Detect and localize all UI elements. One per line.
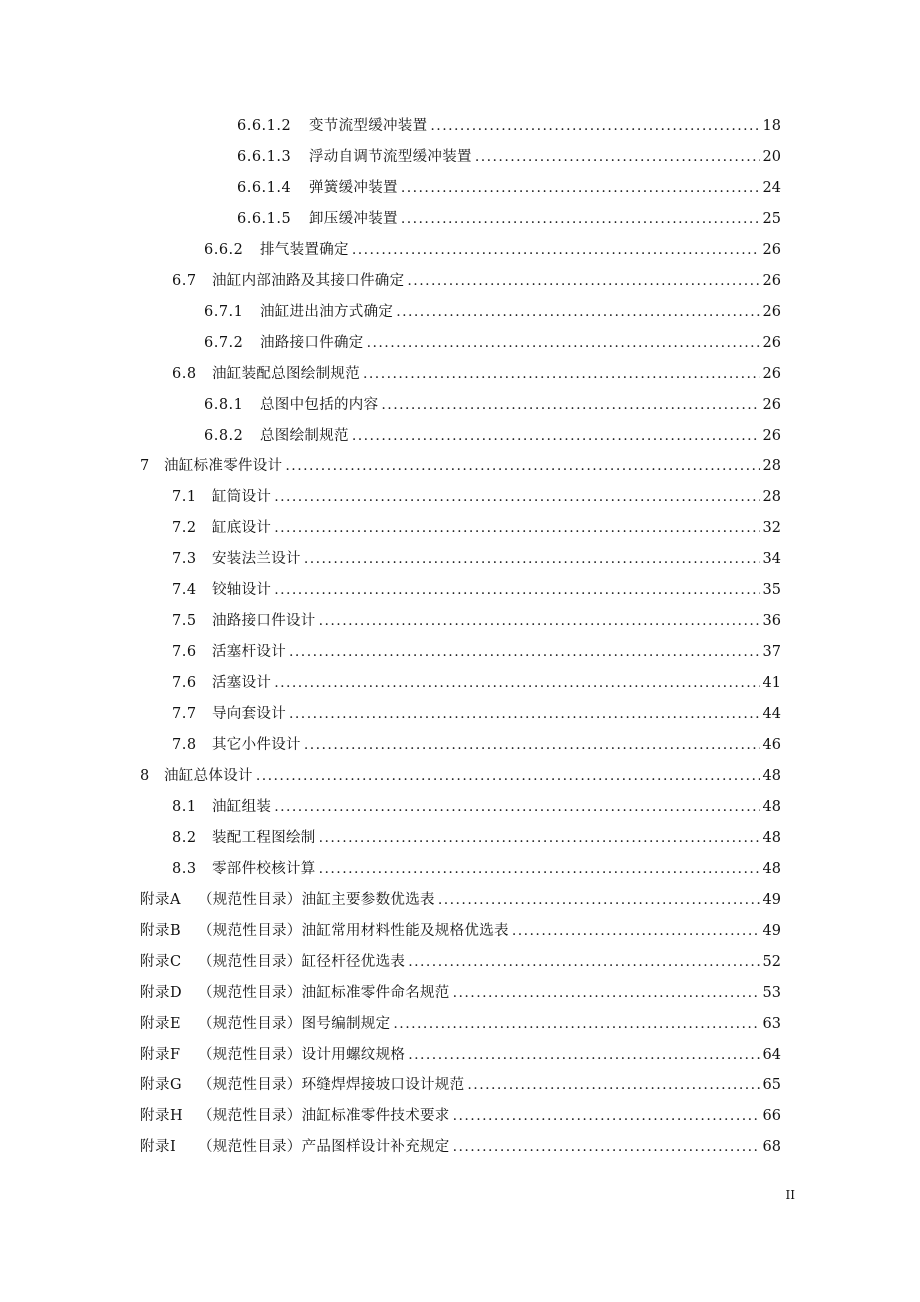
toc-entry-page: 48 <box>762 767 781 784</box>
toc-dot-leader <box>289 702 760 726</box>
toc-entry-number: 6.6.1.3 <box>237 148 292 165</box>
toc-entry-page: 18 <box>762 118 781 134</box>
toc-entry[interactable] <box>172 795 781 819</box>
toc-entry[interactable] <box>172 640 781 664</box>
toc-entry[interactable] <box>140 888 781 912</box>
toc-entry-page: 35 <box>762 582 781 599</box>
toc-entry[interactable] <box>204 393 781 417</box>
toc-dot-leader <box>430 114 759 138</box>
toc-entry-number: 7.8 <box>172 737 197 753</box>
toc-entry-page: 26 <box>762 334 781 351</box>
toc-entry-number: 附录E <box>140 1015 182 1032</box>
toc-entry[interactable] <box>172 516 781 540</box>
toc-dot-leader <box>274 485 759 509</box>
toc-dot-leader <box>274 671 759 695</box>
toc-dot-leader <box>319 609 760 633</box>
toc-entry[interactable] <box>172 269 781 293</box>
toc-entry[interactable] <box>140 1043 781 1067</box>
toc-entry[interactable] <box>172 485 781 509</box>
toc-entry-number: 6.8.1 <box>204 396 244 413</box>
toc-entry-page: 63 <box>762 1015 781 1032</box>
toc-entry[interactable] <box>140 1135 781 1159</box>
toc-dot-leader <box>274 578 759 602</box>
toc-dot-leader <box>475 145 760 169</box>
toc-entry-number: 8.1 <box>172 798 197 815</box>
toc-entry-number: 附录A <box>140 891 181 908</box>
toc-entry-page: 53 <box>762 984 781 1001</box>
toc-entry[interactable] <box>204 300 781 324</box>
toc-dot-leader <box>352 238 760 262</box>
toc-dot-leader <box>285 454 759 478</box>
toc-entry-number: 8.2 <box>172 829 197 846</box>
toc-entry-page: 25 <box>762 210 781 227</box>
toc-entry-page: 20 <box>762 148 781 165</box>
toc-entry[interactable] <box>140 1012 781 1036</box>
toc-entry[interactable] <box>172 857 781 881</box>
toc-dot-leader <box>467 1073 759 1097</box>
toc-dot-leader <box>304 547 760 571</box>
toc-entry-number: 6.6.1.4 <box>237 179 292 196</box>
toc-entry[interactable] <box>172 671 781 695</box>
toc-entry-title: 活塞杆设计 <box>212 644 286 661</box>
toc-dot-leader <box>289 640 760 664</box>
toc-entry-page: 52 <box>762 953 781 970</box>
toc-entry-page: 65 <box>762 1077 781 1094</box>
toc-entry-page: 34 <box>762 551 781 568</box>
toc-entry-page: 28 <box>762 489 781 506</box>
toc-entry-title: 总图中包括的内容 <box>260 396 379 413</box>
toc-entry-number: 附录B <box>140 922 182 939</box>
toc-entry[interactable] <box>140 981 781 1005</box>
toc-entry-number: 附录I <box>140 1139 177 1156</box>
toc-entry-title: 总图绘制规范 <box>260 427 349 444</box>
toc-entry-title: （规范性目录）产品图样设计补充规定 <box>198 1139 450 1156</box>
toc-entry[interactable] <box>237 176 781 200</box>
toc-entry-number: 6.7.1 <box>204 303 244 320</box>
toc-entry-title: 零部件校核计算 <box>212 860 316 877</box>
toc-entry-number: 7.1 <box>172 489 197 506</box>
toc-entry-number: 6.7.2 <box>204 334 244 351</box>
toc-entry-number: 6.7 <box>172 272 197 289</box>
toc-entry-title: （规范性目录）油缸标准零件命名规范 <box>198 984 450 1001</box>
toc-entry[interactable] <box>172 362 781 386</box>
toc-dot-leader <box>438 888 760 912</box>
toc-entry-title: 油缸进出油方式确定 <box>260 303 394 320</box>
toc-entry-page: 24 <box>762 179 781 196</box>
toc-entry-title: （规范性目录）油缸常用材料性能及规格优选表 <box>198 922 509 939</box>
toc-entry-page: 36 <box>762 613 781 630</box>
toc-entry-number: 8.3 <box>172 860 197 877</box>
toc-entry[interactable] <box>172 578 781 602</box>
toc-entry-title: （规范性目录）缸径杆径优选表 <box>198 953 406 970</box>
toc-entry-page: 26 <box>762 396 781 413</box>
toc-entry-page: 44 <box>762 706 781 723</box>
toc-dot-leader <box>363 362 760 386</box>
toc-entry[interactable] <box>237 145 781 169</box>
toc-dot-leader <box>304 733 760 757</box>
toc-dot-leader <box>319 826 760 850</box>
toc-entry-number: 6.6.1.2 <box>237 118 292 134</box>
toc-entry-page: 66 <box>762 1108 781 1125</box>
toc-entry-number: 6.8 <box>172 365 197 382</box>
toc-entry-title: （规范性目录）环缝焊焊接坡口设计规范 <box>198 1077 465 1094</box>
toc-entry-page: 41 <box>762 675 781 692</box>
toc-entry-number: 7 <box>140 458 150 475</box>
toc-entry-page: 26 <box>762 427 781 444</box>
toc-entry-title: 浮动自调节流型缓冲装置 <box>309 148 472 165</box>
toc-entry-number: 附录C <box>140 953 182 970</box>
toc-entry-page: 46 <box>762 737 781 753</box>
toc-entry-title: 排气装置确定 <box>260 241 349 258</box>
toc-entry-title: （规范性目录）设计用螺纹规格 <box>198 1046 406 1063</box>
toc-entry-page: 37 <box>762 644 781 661</box>
toc-entry[interactable] <box>172 826 781 850</box>
page-number: II <box>785 1188 795 1202</box>
toc-entry-title: 油路接口件确定 <box>260 334 364 351</box>
toc-entry-number: 6.8.2 <box>204 427 244 444</box>
toc-entry-number: 附录G <box>140 1077 183 1094</box>
toc-entry-page: 64 <box>762 1046 781 1063</box>
toc-entry[interactable] <box>237 207 781 231</box>
toc-dot-leader <box>453 1135 760 1159</box>
toc-entry-title: 弹簧缓冲装置 <box>309 179 398 196</box>
toc-entry-page: 26 <box>762 241 781 258</box>
toc-entry-number: 附录F <box>140 1046 181 1063</box>
toc-entry-page: 26 <box>762 272 781 289</box>
toc-entry-title: 铰轴设计 <box>212 582 272 599</box>
toc-entry-page: 26 <box>762 303 781 320</box>
toc-entry-title: 卸压缓冲装置 <box>309 210 398 227</box>
toc-entry[interactable] <box>172 702 781 726</box>
toc-entry[interactable] <box>237 114 781 138</box>
toc-dot-leader <box>256 764 760 788</box>
toc-entry-title: 安装法兰设计 <box>212 551 301 568</box>
toc-dot-leader <box>408 950 759 974</box>
toc-entry-title: 油缸标准零件设计 <box>164 458 283 475</box>
toc-entry-page: 68 <box>762 1139 781 1156</box>
toc-dot-leader <box>352 424 760 448</box>
toc-entry[interactable] <box>172 733 781 757</box>
toc-entry-page: 28 <box>762 458 781 475</box>
toc-dot-leader <box>512 919 760 943</box>
toc-entry-number: 附录D <box>140 984 183 1001</box>
toc-entry-title: 油缸内部油路及其接口件确定 <box>212 272 405 289</box>
toc-entry-number: 6.6.1.5 <box>237 210 292 227</box>
toc-entry-number: 8 <box>140 767 150 784</box>
toc-dot-leader <box>408 1043 759 1067</box>
toc-entry[interactable] <box>140 764 781 788</box>
toc-entry-number: 7.6 <box>172 675 197 692</box>
toc-entry[interactable] <box>140 950 781 974</box>
toc-dot-leader <box>367 331 760 355</box>
toc-entry-number: 7.5 <box>172 613 197 630</box>
toc-entry-title: 油缸总体设计 <box>164 767 253 784</box>
toc-entry[interactable] <box>204 238 781 262</box>
toc-entry-title: 活塞设计 <box>212 675 272 692</box>
toc-entry[interactable] <box>140 454 781 478</box>
toc-dot-leader <box>274 516 759 540</box>
toc-dot-leader <box>401 176 760 200</box>
toc-dot-leader <box>401 207 760 231</box>
toc-entry[interactable] <box>140 919 781 943</box>
toc-entry-number: 7.3 <box>172 551 197 568</box>
toc-entry-title: 油路接口件设计 <box>212 613 316 630</box>
toc-dot-leader <box>453 981 760 1005</box>
toc-entry-title: 油缸装配总图绘制规范 <box>212 365 360 382</box>
toc-entry[interactable] <box>204 331 781 355</box>
toc-entry-title: 导向套设计 <box>212 706 286 723</box>
toc-entry-title: （规范性目录）图号编制规定 <box>198 1015 391 1032</box>
toc-entry-page: 49 <box>762 922 781 939</box>
toc-dot-leader <box>319 857 760 881</box>
toc-entry[interactable] <box>172 547 781 571</box>
toc-entry-number: 6.6.2 <box>204 241 244 258</box>
toc-entry-number: 7.2 <box>172 520 197 537</box>
toc-dot-leader <box>274 795 759 819</box>
toc-dot-leader <box>393 1012 759 1036</box>
toc-entry-number: 7.6 <box>172 644 197 661</box>
toc-dot-leader <box>407 269 759 293</box>
toc-entry-title: （规范性目录）油缸标准零件技术要求 <box>198 1108 450 1125</box>
toc-entry-number: 7.4 <box>172 582 197 599</box>
toc-entry-page: 49 <box>762 891 781 908</box>
toc-entry[interactable] <box>172 609 781 633</box>
toc-entry-title: （规范性目录）油缸主要参数优选表 <box>198 891 435 908</box>
toc-entry-page: 48 <box>762 860 781 877</box>
toc-entry-title: 油缸组装 <box>212 798 272 815</box>
toc-dot-leader <box>453 1104 760 1128</box>
toc-entry[interactable] <box>204 424 781 448</box>
toc-entry-title: 变节流型缓冲装置 <box>309 118 428 134</box>
toc-entry-title: 其它小件设计 <box>212 737 301 753</box>
toc-entry-title: 缸底设计 <box>212 520 272 537</box>
toc-dot-leader <box>396 300 759 324</box>
toc-entry-page: 32 <box>762 520 781 537</box>
toc-entry-number: 附录H <box>140 1108 184 1125</box>
toc-entry-page: 48 <box>762 829 781 846</box>
toc-dot-leader <box>381 393 759 417</box>
toc-entry-title: 装配工程图绘制 <box>212 829 316 846</box>
toc-entry[interactable] <box>140 1073 781 1097</box>
toc-entry-page: 48 <box>762 798 781 815</box>
toc-entry-page: 26 <box>762 365 781 382</box>
toc-entry-title: 缸筒设计 <box>212 489 272 506</box>
toc-entry[interactable] <box>140 1104 781 1128</box>
toc-entry-number: 7.7 <box>172 706 197 723</box>
